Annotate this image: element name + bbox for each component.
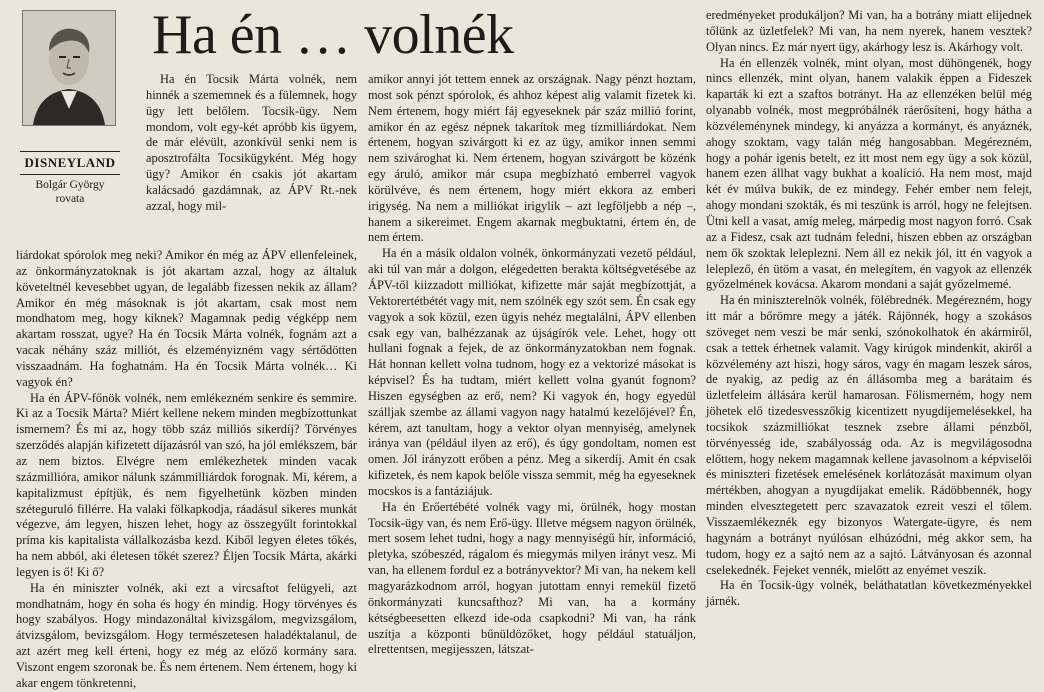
paragraph: liárdokat spórolok meg neki? Amikor én még az ÁPV ellenfeleinek, az önkormányzatoknak is jót akartam azzal, hogy az általuk követeltnél kevesebbet ugyan, de legalább fizessen nekik az állam? Amikor én még másoknak is jót akartam, csak most nem mondhatom meg, hogy kiknek? Magamnak pedig végképp nem akartam rosszat, ugye? Ha én Tocsik Márta volnék, fognám azt a vacak néhány száz milliót, és elzeményizném vagy sértődötten visszaadnám. Ha foghatnám. Ha én Tocsik Márta volnék… Ki vagyok én? (16, 248, 357, 389)
column-name: DISNEYLAND (24, 155, 116, 170)
column-label (14, 148, 126, 206)
divider-top (20, 151, 120, 152)
paragraph: Ha én miniszter volnék, aki ezt a vircsaftot felügyeli, azt mondhatnám, hogy én soha és hogy én mindig. Hogy törvényes és hogy szabályos. Hogy mindazonáltal kivizsgálom, megvizsgálom, átvizsgálom, bevizsgálom. Hogy természetesen haladéktalanul, de azt azért meg kell érteni, hogy ez még az előző kormány sara. Viszont engem szoronak be. És nem értenem. Nem értenem, hogy ki akar engem tönkretenni, (16, 580, 357, 690)
paragraph: Ha én Tocsik Márta volnék, nem hinnék a szememnek és a fülemnek, hogy ügy lett belőlem. Tocsik-ügy. Nem mondom, volt egy-két apróbb kis ügyem, de már elévült, azonkívül senki nem is aposztrofálta Tocsikügyként. Még hogy ügy? Amikor én csakis jót akartam kalácsadó gazdámnak, az ÁPV Rt.-nek azzal, hogy mil- (146, 72, 357, 213)
portrait-drawing (23, 11, 115, 125)
author-name: Bolgár György (35, 179, 105, 191)
paragraph: Ha én ÁPV-főnök volnék, nem emlékezném senkire és semmire. Ki az a Tocsik Márta? Miért kellene nekem minden megbízottunkat ismernem? És mi az, hogy több száz milliós sikerdíj? Törvényes szerződés alapján kifizetett díjazásról van szó, ha jól emlékszem, bár az nem biztos. Elvégre nem emlékezhetek minden vacak százmillióra, amikor nálunk számmilliárdok forognak. Mi, kérem, a kapitalizmust építjük, és nem figyelhetünk közben minden széteguruló fillérre. Ha valaki fölkapkodja, ráadásul sikeres munkát végezve, ám legyen, hiszen lehet, hogy az összegyűlt forintokkal príma kis kapitalista vállalkozásba kezd. Kiből legyen életes tőkés, ha nem abból, aki életesen tőkét szerez? Éljen Tocsik Márta, akárki legyen is ő! Ki ő? (16, 390, 357, 579)
col1-block (16, 248, 357, 692)
divider-bottom (20, 174, 120, 175)
headline: Ha én … volnék (152, 4, 514, 66)
paragraph: eredményeket produkáljon? Mi van, ha a botrány miatt elijednek tőlünk az üzletfelek? Mi van, ha nem nyerek, hanem vesztek? Olyan nincs. Ez már nyert ügy, akárhogy lesz is. Akárhogy volt. (706, 8, 1032, 54)
author-portrait-icon (22, 10, 116, 126)
col2-block (368, 72, 696, 658)
paragraph: Ha én ellenzék volnék, mint olyan, most dühöngenék, hogy nincs ellenzék, mint olyan, hanem valakik éppen a Fideszek kaparták ki ezt a szaftos botrányt. Ha az ellenzéken belül még olyanabb volnék, most megpróbálnék ráerősíteni, hogy hátha a közvéleménynek mindegy, ki anyázza a kormányt, és anyáznék, ahogy szoktam, vagy talán még hangosabban. Megérezném, hogy a pohár igenis betelt, ez itt most nem egy ügy a sok közül, hanem ezen állhat vagy bukhat a koalíció. Ha nem most, majd két év múlva bukik, de ez mindegy. Fehér ember nem felejt, ahogy mondani szokták, és mi teszünk is arról, hogy ne felejtsen. Ütni kell a vasat, amíg meleg, márpedig most nagyon forró. Csak az a Fidesz, csak azt tudnám feledni, hiszen ebben az országban nem ők szoktak leleplezni. Nem áll ez nekik jól, itt én vagyok a leleplező, én ütöm a vasat, én melegítem, én vagyok az ellenzék győzelmének kovácsa. Akarom mondani a saját győzelmemé. (706, 55, 1032, 292)
paragraph: Ha én Erőertébété volnék vagy mi, örülnék, hogy mostan Tocsik-ügy van, és nem Erő-ügy. Illetve mégsem nagyon örülnék, mert sosem lehet tudni, hogy a nagy mennyiségű hír, információ, pletyka, szóbeszéd, rágalom és miegymás milyen irányt vesz. Mi van, ha ellenem fordul ez a botrányvektor? Mi van, ha nekem kell magyarázkodnom arról, hogyan jutottam ennyi remekül fizető önkormányzati kuncsafthoz? Mi van, ha a kormány kétségbeesetten elkezd ide-oda csapkodni? Mi van, ha ránk uszítja a központi bűnüldözőket, hogy például statuáljon, elrettentsen, megijesszen, látszat- (368, 499, 696, 657)
paragraph: amikor annyi jót tettem ennek az országnak. Nagy pénzt hoztam, most sok pénzt spórolok, és ahhoz képest alig valamit fizetek ki. Nem értenem, hogy miért fáj egyeseknek pár száz millió forint, amikor én az egész népnek takarítok meg tízmilliárdokat. Nem értenem, hogyan szivárgott ki ez az ügy, amikor innen semmi nem szivároghat ki. Nem értenem, hogyan szivárgott be közénk egy áruló, amikor már csupa megbízható emberrel vagyok körülvéve, és nem értenem, hogy miért ekkora az emberi irigység. Na nem a milliókat irigylik – azt legföljebb a nép –, hanem a sikereimet. Engem akarnak megbuktatni, értem én, de nem értem. (368, 72, 696, 245)
col1-narrow-block (146, 72, 357, 215)
author-rovata: rovata (55, 193, 85, 205)
paragraph: Ha én miniszterelnök volnék, fölébrednék. Megérezném, hogy itt már a bőrömre megy a játék. Rájönnék, hogy a szokásos szöveget nem veszi be már senki, szónokolhatok én akármiről, csak a tettek érhetnek valamit. Vagy kirúgok mindenkit, akiről a közvélemény azt hiszi, hogy sáros, vagy én magam leszek sáros, de nyakig, az pedig az én állásomba meg a barátaim és üzletfeleim állására kerül hamarosan. Fölismerném, hogy nem jöhetek elő tizedesvesszőkig kicentizett nyugdíjemelésekkel, ha tocsikok százmilliókat tesznek zsebre állami pénzből, törvényesség ide, szabályosság oda. Az is megvilágosodna előttem, hogy nekem magamnak kellene javasolnom a képviselői és miniszteri fizetések emelésének korlátozását maximum olyan mértékben, ahogyan a nyugdíjakat emelik. Rádöbbennék, hogy minden elvesztegetett perc szavazatok ezreit veszi el tőlem. Visszaemlékeznék egy bizonyos Watergate-ügyre, és nem hagynám a botrányt nyúlósan elhúzódni, még akkor sem, ha tudom, hogy ez a sajtó nem az a sajtó. Látványosan és azonnal cselekednék. Fejeket vennék, mielőtt az enyémet veszik. (706, 293, 1032, 577)
col3-block (706, 8, 1032, 610)
paragraph: Ha én a másik oldalon volnék, önkormányzati vezető például, aki túl van már a dolgon, elégedetten berakta költségvetésébe az ÁPV-től kiizzadott milliókat, kifizette már saját megbízottját, a Vektorertétbétét vagy mit, nem szólnék egy szót sem. Én csak egy vagyok a sok közül, ezen ügyis nehéz megtalálni, ÁPV ellenben csak egy van, balhézzanak az újságírók vele. Lehet, hogy ott hullani fognak a fejek, de az önkormányzatokban nem fognak. Hát honnan kellett volna tudnom, hogy ez a vektorizé másokat is képvisel? És ha tudtam, miért kellett volna gyanút fognom? Hiszen egységben az erő, nem? Ki vagyok én, hogy egyedül szálljak szembe az állami vagyon nagy hatalmú kezelőjével? Én, kérem, azt tanultam, hogy a vektor olyan mennyiség, amelynek iránya van (például ilyen az erő), és úgy gondoltam, nomen est omen. Jól irányzott erőben a pénz. Meg a sikerdíj. Amit én csak kifizetek, és nem kapok belőle vissza semmit, még ha egyeseknek mocskos is a fantáziájuk. (368, 246, 696, 498)
paragraph: Ha én Tocsik-ügy volnék, beláthatatlan következményekkel járnék. (706, 578, 1032, 609)
